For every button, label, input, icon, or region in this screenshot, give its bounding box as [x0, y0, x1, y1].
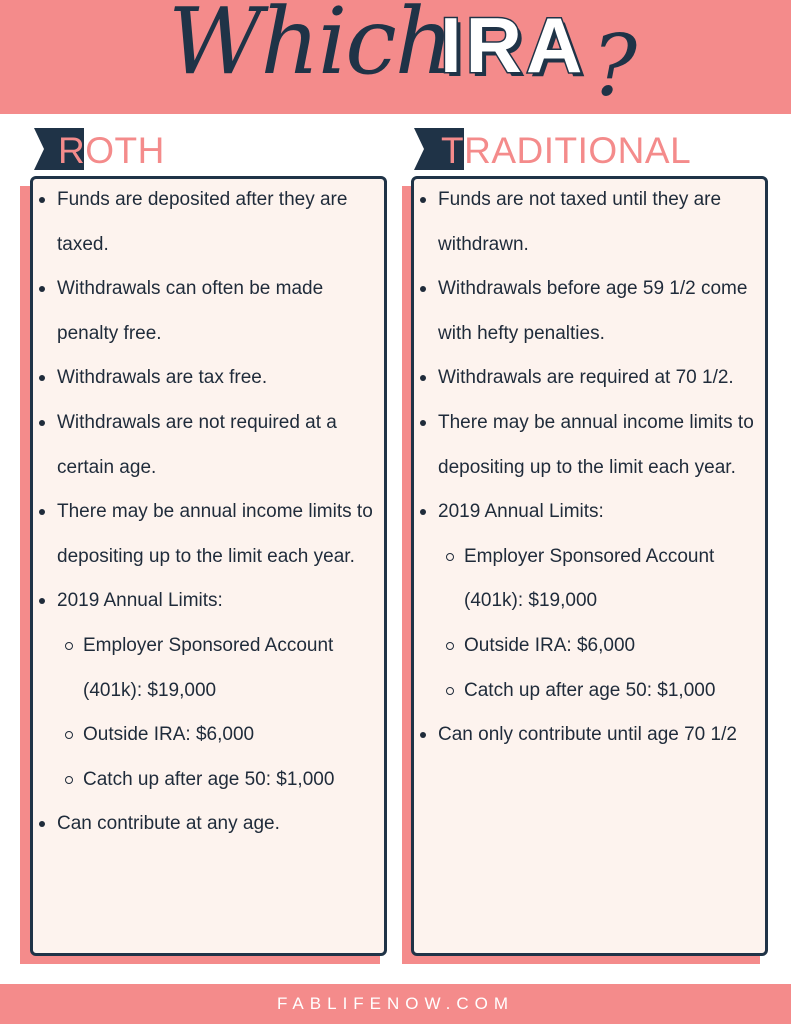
hollow-bullet-icon: [446, 553, 454, 561]
list-item: [33, 178, 384, 267]
bullet-icon: [39, 375, 45, 381]
title-script: Which: [168, 0, 453, 95]
list-item-text: 2019 Annual Limits:: [57, 590, 223, 612]
traditional-card: [411, 176, 768, 956]
list-item-text: Funds are deposited after they are taxed.: [57, 189, 348, 255]
hollow-bullet-icon: [446, 687, 454, 695]
list-item-text: Withdrawals are tax free.: [57, 367, 268, 389]
list-item: [414, 713, 765, 758]
list-item-text: There may be annual income limits to depositing up to the limit each year.: [438, 411, 754, 478]
roth-heading-rest: OTH: [85, 130, 165, 171]
list-item: [33, 267, 384, 356]
list-item: [33, 579, 384, 624]
traditional-heading-rest: RADITIONAL: [464, 130, 692, 171]
list-item-text: Withdrawals can often be made penalty free.: [57, 278, 324, 344]
list-item: [33, 356, 384, 401]
list-item-text: Employer Sponsored Account (401k): $19,000: [464, 545, 715, 612]
bullet-icon: [420, 732, 426, 738]
bullet-icon: [39, 420, 45, 426]
footer-site-text: FABLIFENOW.COM: [276, 994, 515, 1013]
list-item: [33, 401, 384, 490]
roth-heading-cap: R: [58, 130, 86, 171]
list-item: [414, 401, 765, 490]
hollow-bullet-icon: [65, 642, 73, 650]
list-item: [414, 356, 765, 401]
sub-list-item: [414, 535, 765, 624]
list-item: [414, 490, 765, 535]
bullet-icon: [420, 197, 426, 203]
list-item-text: 2019 Annual Limits:: [438, 501, 604, 523]
title-ira: IRA: [440, 1, 587, 89]
sub-list-item: [33, 624, 384, 713]
list-item-text: Employer Sponsored Account (401k): $19,000: [83, 634, 334, 701]
list-item-text: Funds are not taxed until they are withdrawn.: [438, 189, 722, 255]
traditional-heading: [441, 132, 691, 169]
hollow-bullet-icon: [65, 731, 73, 739]
bullet-icon: [39, 821, 45, 827]
sub-list-item: [33, 758, 384, 803]
roth-card: [30, 176, 387, 956]
bullet-icon: [420, 286, 426, 292]
bullet-icon: [39, 197, 45, 203]
bullet-icon: [420, 375, 426, 381]
sub-list-item: [414, 669, 765, 714]
bullet-icon: [420, 509, 426, 515]
list-item-text: Withdrawals before age 59 1/2 come with hefty penalties.: [438, 278, 748, 344]
bullet-icon: [39, 286, 45, 292]
list-item-text: There may be annual income limits to depositing up to the limit each year.: [57, 501, 373, 567]
list-item: [33, 490, 384, 579]
traditional-list: [414, 178, 765, 758]
traditional-heading-cap: T: [441, 130, 465, 171]
list-item-text: Withdrawals are required at 70 1/2.: [438, 367, 734, 389]
list-item-text: Outside IRA: $6,000: [464, 634, 636, 656]
sub-list-item: [414, 624, 765, 669]
list-item-text: Can only contribute until age 70 1/2: [438, 724, 737, 746]
list-item: [414, 267, 765, 356]
hollow-bullet-icon: [65, 776, 73, 784]
list-item-text: Withdrawals are not required at a certain age.: [57, 411, 337, 478]
roth-list: [33, 178, 384, 847]
bullet-icon: [39, 509, 45, 515]
title-question-mark: ?: [592, 17, 638, 115]
list-item: [414, 178, 765, 267]
list-item-text: Can contribute at any age.: [57, 813, 280, 835]
hollow-bullet-icon: [446, 642, 454, 650]
list-item-text: Catch up after age 50: $1,000: [83, 768, 335, 790]
list-item-text: Catch up after age 50: $1,000: [464, 679, 716, 701]
bullet-icon: [39, 598, 45, 604]
list-item: [33, 802, 384, 847]
roth-heading: [58, 132, 165, 169]
bullet-icon: [420, 420, 426, 426]
sub-list-item: [33, 713, 384, 758]
list-item-text: Outside IRA: $6,000: [83, 724, 255, 746]
